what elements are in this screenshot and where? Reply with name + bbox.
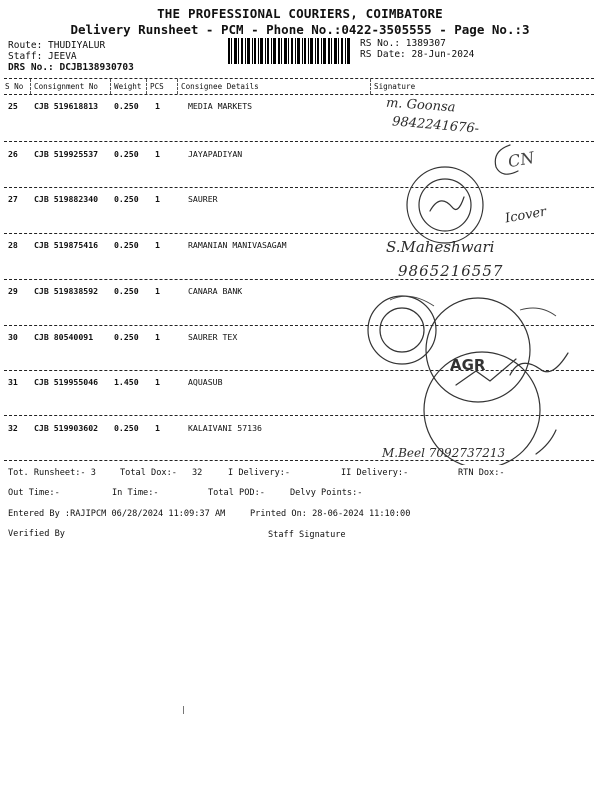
in-time: In Time:- (112, 488, 159, 498)
row-consignee: AQUASUB (188, 377, 223, 387)
delvy-points: Delvy Points:- (290, 488, 363, 498)
col-signature: Signature (374, 82, 416, 91)
row-consignee: KALAIVANI 57136 (188, 423, 262, 433)
row-consignment: CJB 519838592 (34, 286, 99, 296)
row-weight: 0.250 (114, 286, 139, 296)
row-pcs: 1 (155, 423, 160, 433)
scan-mark (183, 706, 188, 714)
row-sno: 25 (8, 101, 18, 111)
total-runsheet: Tot. Runsheet:- 3 (8, 468, 96, 478)
staff-signature: Staff Signature (268, 530, 346, 540)
rtn-dox: RTN Dox:- (458, 468, 505, 478)
round-stamp (407, 167, 483, 243)
col-sno: S No (5, 82, 24, 91)
row-pcs: 1 (155, 286, 160, 296)
handwritten-phone: 9865216557 (398, 262, 504, 280)
handwritten-note: Icover (504, 204, 548, 227)
col-weight: Weight (114, 82, 142, 91)
verified-by: Verified By (8, 529, 65, 539)
handwritten-phone: 9842241676- (391, 114, 480, 137)
handwritten-signature: M.Beel 7092737213 (382, 446, 506, 460)
row-weight: 0.250 (114, 194, 139, 204)
row-consignment: CJB 519903602 (34, 423, 99, 433)
row-sno: 32 (8, 423, 18, 433)
total-pod: Total POD:- (208, 488, 265, 498)
out-time: Out Time:- (8, 488, 60, 498)
row-pcs: 1 (155, 149, 160, 159)
printed-on: Printed On: 28-06-2024 11:10:00 (250, 509, 411, 519)
entered-by: Entered By :RAJIPCM 06/28/2024 11:09:37 AM (8, 509, 226, 519)
ii-delivery: II Delivery:- (341, 468, 409, 478)
handwritten-mark: CN (506, 147, 536, 172)
round-stamp (424, 298, 540, 465)
row-consignment: CJB 519925537 (34, 149, 99, 159)
route-label: Route: THUDIYALUR (8, 40, 106, 51)
header-top-rule (4, 78, 594, 79)
row-consignee: RAMANIAN MANIVASAGAM (188, 240, 287, 250)
total-dox-label: Total Dox:- (120, 468, 177, 478)
row-weight: 0.250 (114, 101, 139, 111)
row-pcs: 1 (155, 101, 160, 111)
col-pcs: PCS (150, 82, 164, 91)
row-pcs: 1 (155, 377, 160, 387)
row-consignment: CJB 519875416 (34, 240, 99, 250)
col-consignee: Consignee Details (181, 82, 259, 91)
row-consignee: SAURER TEX (188, 332, 238, 342)
barcode (228, 38, 352, 64)
row-weight: 1.450 (114, 377, 139, 387)
row-sno: 30 (8, 332, 18, 342)
row-sno: 29 (8, 286, 18, 296)
row-sno: 28 (8, 240, 18, 250)
row-consignee: CANARA BANK (188, 286, 243, 296)
row-consignment: CJB 80540091 (34, 332, 94, 342)
rs-date: RS Date: 28-Jun-2024 (360, 49, 475, 60)
row-weight: 0.250 (114, 423, 139, 433)
row-consignment: CJB 519955046 (34, 377, 99, 387)
row-consignee: SAURER (188, 194, 218, 204)
company-title: THE PROFESSIONAL COURIERS, COIMBATORE (157, 6, 443, 21)
signature-area (360, 95, 590, 465)
rs-number: RS No.: 1389307 (360, 38, 446, 49)
row-consignment: CJB 519618813 (34, 101, 99, 111)
row-pcs: 1 (155, 194, 160, 204)
total-dox-value: 32 (192, 468, 203, 478)
staff-label: Staff: JEEVA (8, 51, 77, 62)
row-weight: 0.250 (114, 240, 139, 250)
row-consignment: CJB 519882340 (34, 194, 99, 204)
row-pcs: 1 (155, 240, 160, 250)
col-consignment: Consignment No (34, 82, 99, 91)
stamp-text: AGR (450, 356, 486, 374)
handwritten-signature: S.Maheshwari (386, 238, 495, 256)
row-weight: 0.250 (114, 149, 139, 159)
row-pcs: 1 (155, 332, 160, 342)
runsheet-title: Delivery Runsheet - PCM - Phone No.:0422-3505555 - Page No.:3 (70, 22, 530, 37)
row-sno: 31 (8, 377, 18, 387)
row-consignee: MEDIA MARKETS (188, 101, 253, 111)
row-sno: 27 (8, 194, 18, 204)
row-consignee: JAYAPADIYAN (188, 149, 243, 159)
i-delivery: I Delivery:- (228, 468, 291, 478)
drs-number: DRS No.: DCJB138930703 (8, 62, 134, 73)
handwritten-signature: m. Goonsa (385, 95, 456, 116)
row-sno: 26 (8, 149, 18, 159)
row-weight: 0.250 (114, 332, 139, 342)
